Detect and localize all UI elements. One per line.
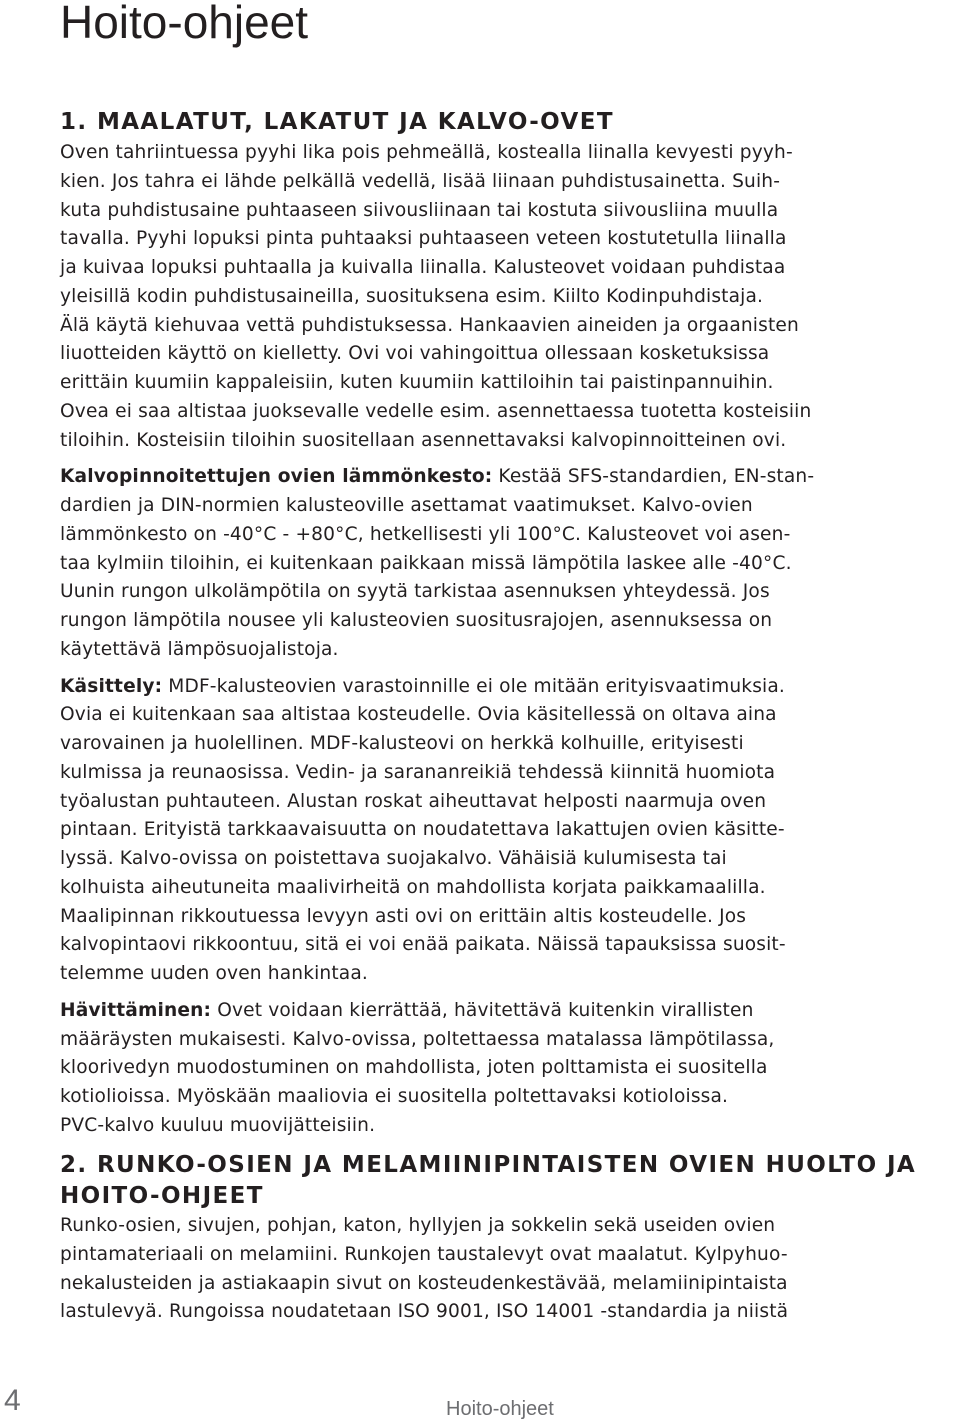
text-line: kulmissa ja reunaosissa. Vedin- ja sarananreikiä tehdessä kiinnitä huomiota bbox=[60, 761, 776, 783]
text-line: ja kuivaa lopuksi puhtaalla ja kuivalla liinalla. Kalusteovet voidaan puhdistaa bbox=[60, 257, 786, 278]
heat-resistance-label: Kalvopinnoitettujen ovien lämmönkesto: bbox=[60, 466, 493, 488]
text-line: tiloihin. Kosteisiin tiloihin suositellaan asennettavaksi kalvopinnoitteinen ovi. bbox=[60, 429, 787, 451]
section-2 bbox=[60, 1150, 960, 1327]
disposal-label: Hävittäminen: bbox=[60, 999, 212, 1021]
disposal-paragraph bbox=[60, 997, 960, 1141]
handling-paragraph bbox=[60, 673, 960, 989]
text-line: määräysten mukaisesti. Kalvo-ovissa, poltettaessa matalassa lämpötilassa, bbox=[60, 1028, 775, 1050]
text-line: lastulevyä. Rungoissa noudatetaan ISO 9001, ISO 14001 -standardia ja niistä bbox=[60, 1301, 789, 1323]
text-line: yleisillä kodin puhdistusaineilla, suosituksena esim. Kiilto Kodinpuhdistaja. bbox=[60, 285, 764, 307]
handling-first-line: MDF-kalusteovien varastoinnille ei ole mitään erityisvaatimuksia. bbox=[162, 675, 785, 697]
heat-resistance-first-line: Kestää SFS-standardien, EN-stan- bbox=[492, 466, 815, 488]
text-line: erittäin kuumiin kappaleisiin, kuten kuumiin kattiloihin tai paistinpannuihin. bbox=[60, 372, 774, 393]
text-line: pintamateriaali on melamiini. Runkojen taustalevyt ovat maalatut. Kylpyhuo- bbox=[60, 1243, 788, 1265]
section-2-paragraph bbox=[60, 1212, 960, 1327]
disposal-first-line: Ovet voidaan kierrättää, hävitettävä kuitenkin virallisten bbox=[211, 999, 754, 1021]
text-line: Uunin rungon ulkolämpötila on syytä tarkistaa asennuksen yhteydessä. Jos bbox=[60, 581, 770, 603]
text-line: kloorivedyn muodostuminen on mahdollista, joten polttamista ei suositella bbox=[60, 1057, 768, 1079]
text-line: käytettävä lämpösuojalistoja. bbox=[60, 638, 339, 660]
text-line: telemme uuden oven hankintaa. bbox=[60, 963, 368, 984]
text-line: varovainen ja huolellinen. MDF-kalusteovi on herkkä kolhuille, erityisesti bbox=[60, 733, 744, 754]
text-line: Oven tahriintuessa pyyhi lika pois pehmeällä, kostealla liinalla kevyesti pyyh- bbox=[60, 142, 793, 163]
text-line: Maalipinnan rikkoutuessa levyyn asti ovi on erittäin altis kosteudelle. Jos bbox=[60, 905, 747, 927]
section-2-heading-line: 2. RUNKO-OSIEN JA MELAMIINIPINTAISTEN OVIEN HUOLTO JA bbox=[60, 1152, 917, 1178]
text-line: kolhuista aiheutuneita maalivirheitä on mahdollista korjata paikkamaalilla. bbox=[60, 876, 766, 898]
section-1 bbox=[60, 108, 960, 1141]
handling-label: Käsittely: bbox=[60, 675, 163, 697]
text-line bbox=[60, 463, 960, 492]
section-2-heading-line: HOITO-OHJEET bbox=[60, 1183, 264, 1209]
section-1-heading: 1. MAALATUT, LAKATUT JA KALVO-OVET bbox=[60, 109, 614, 135]
text-line: nekalusteiden ja astiakaapin sivut on kosteudenkestävää, melamiinipintaista bbox=[60, 1272, 788, 1294]
text-line: lyssä. Kalvo-ovissa on poistettava suojakalvo. Vähäisiä kulumisesta tai bbox=[60, 848, 727, 869]
heat-resistance-paragraph bbox=[60, 463, 960, 664]
text-line: PVC-kalvo kuuluu muovijätteisiin. bbox=[60, 1114, 376, 1136]
text-line bbox=[60, 997, 960, 1026]
text-line: kotiolioissa. Myöskään maaliovia ei suositella poltettavaksi kotioloissa. bbox=[60, 1086, 729, 1107]
footer-title: Hoito-ohjeet bbox=[446, 1398, 554, 1420]
text-line: liuotteiden käyttö on kielletty. Ovi voi vahingoittua ollessaan kosketuksissa bbox=[60, 343, 770, 365]
text-line: Ovia ei kuitenkaan saa altistaa kosteudelle. Ovia käsitellessä on oltava aina bbox=[60, 704, 777, 726]
text-line: tavalla. Pyyhi lopuksi pinta puhtaaksi puhtaaseen veteen kostutetulla liinalla bbox=[60, 228, 787, 250]
page-number: 4 bbox=[4, 1384, 21, 1417]
text-line: pintaan. Erityistä tarkkaavaisuutta on noudatettava lakattujen ovien käsitte- bbox=[60, 819, 785, 841]
text-line: dardien ja DIN-normien kalusteoville asettamat vaatimukset. Kalvo-ovien bbox=[60, 495, 753, 516]
text-line: kien. Jos tahra ei lähde pelkällä vedellä, lisää liinaan puhdistusainetta. Suih- bbox=[60, 170, 781, 192]
text-line: kalvopintaovi rikkoontuu, sitä ei voi enää paikata. Näissä tapauksissa suosit- bbox=[60, 934, 786, 956]
text-line: Runko-osien, sivujen, pohjan, katon, hyllyjen ja sokkelin sekä useiden ovien bbox=[60, 1215, 776, 1236]
text-line: rungon lämpötila nousee yli kalusteovien suositusrajojen, asennuksessa on bbox=[60, 610, 773, 631]
text-line: kuta puhdistusaine puhtaaseen siivousliinaan tai kostuta siivousliina muulla bbox=[60, 199, 779, 221]
text-line: lämmönkesto on -40°C - +80°C, hetkellisesti yli 100°C. Kalusteovet voi asen- bbox=[60, 523, 791, 545]
text-line: työalustan puhtauteen. Alustan roskat aiheuttavat helposti naarmuja oven bbox=[60, 790, 767, 812]
text-line bbox=[60, 673, 960, 702]
text-line: Ovea ei saa altistaa juoksevalle vedelle esim. asennettaessa tuotetta kosteisiin bbox=[60, 400, 812, 422]
section-2-heading bbox=[60, 1150, 960, 1212]
page-title: Hoito-ohjeet bbox=[60, 0, 309, 48]
text-line: Älä käytä kiehuvaa vettä puhdistuksessa. Hankaavien aineiden ja orgaanisten bbox=[60, 314, 799, 336]
section-1-intro-paragraph bbox=[60, 139, 960, 455]
text-line: taa kylmiin tiloihin, ei kuitenkaan paikkaan missä lämpötila laskee alle -40°C. bbox=[60, 552, 792, 574]
